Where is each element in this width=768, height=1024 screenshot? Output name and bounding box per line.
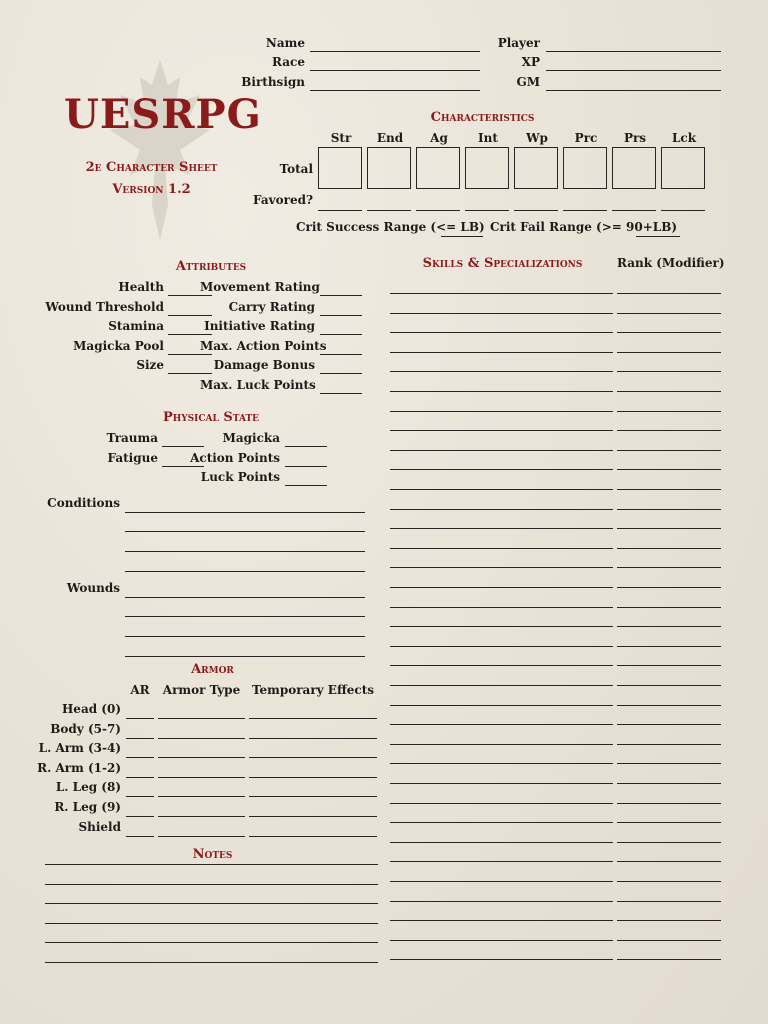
- skill-rank-field[interactable]: [617, 352, 721, 353]
- dragon-emblem-icon: [100, 55, 220, 245]
- armor-ar-field[interactable]: [126, 836, 154, 837]
- wounds-line[interactable]: [125, 597, 365, 598]
- characteristic-favored-field[interactable]: [367, 210, 411, 211]
- skill-rank-field[interactable]: [617, 332, 721, 333]
- characteristic-total-box[interactable]: [416, 147, 460, 189]
- armor-location-label: L. Arm (3-4): [38, 741, 121, 756]
- skills-title: Skills & Specializations: [422, 256, 583, 271]
- xp-field[interactable]: [546, 70, 721, 71]
- armor-location-label: L. Leg (8): [55, 780, 121, 795]
- characteristic-label: Wp: [526, 131, 548, 145]
- attribute-label: Damage Bonus: [213, 358, 315, 373]
- attribute-label: Magicka Pool: [73, 338, 164, 353]
- armor-effects-field[interactable]: [249, 738, 377, 739]
- armor-effects-field[interactable]: [249, 718, 377, 719]
- skill-name-field[interactable]: [390, 901, 613, 902]
- skill-name-field[interactable]: [390, 293, 613, 294]
- skill-rank-field[interactable]: [617, 803, 721, 804]
- skill-name-field[interactable]: [390, 744, 613, 745]
- skill-rank-field[interactable]: [617, 881, 721, 882]
- skill-rank-field[interactable]: [617, 607, 721, 608]
- sheet-subtitle: 2e Character Sheet: [85, 160, 218, 175]
- characteristic-favored-field[interactable]: [514, 210, 558, 211]
- characteristic-total-box[interactable]: [514, 147, 558, 189]
- skill-rank-field[interactable]: [617, 920, 721, 921]
- characteristic-favored-field[interactable]: [465, 210, 509, 211]
- physical-state-label: Luck Points: [200, 470, 280, 485]
- skill-rank-field[interactable]: [617, 430, 721, 431]
- conditions-label: Conditions: [47, 496, 120, 510]
- armor-title: Armor: [191, 662, 234, 677]
- notes-line[interactable]: [45, 962, 378, 963]
- attribute-field[interactable]: [168, 315, 212, 316]
- armor-effects-field[interactable]: [249, 796, 377, 797]
- armor-ar-field[interactable]: [126, 796, 154, 797]
- name-field[interactable]: [310, 51, 480, 52]
- skill-rank-field[interactable]: [617, 313, 721, 314]
- skill-name-field[interactable]: [390, 685, 613, 686]
- attribute-field[interactable]: [320, 334, 362, 335]
- skill-rank-field[interactable]: [617, 685, 721, 686]
- armor-type-field[interactable]: [158, 777, 245, 778]
- skill-rank-field[interactable]: [617, 822, 721, 823]
- armor-location-label: Body (5-7): [50, 721, 121, 736]
- wounds-label: Wounds: [66, 581, 120, 595]
- armor-ar-field[interactable]: [126, 816, 154, 817]
- armor-type-field[interactable]: [158, 718, 245, 719]
- characteristic-label: Ag: [430, 131, 448, 145]
- characteristic-label: End: [376, 131, 404, 145]
- notes-line[interactable]: [45, 903, 378, 904]
- logo-text: UESRPG: [64, 91, 262, 138]
- characteristic-favored-field[interactable]: [416, 210, 460, 211]
- skill-name-field[interactable]: [390, 803, 613, 804]
- characteristic-label: Prs: [623, 131, 647, 145]
- wounds-line[interactable]: [125, 616, 365, 617]
- skill-rank-field[interactable]: [617, 567, 721, 568]
- physical-state-label: Action Points: [190, 450, 280, 465]
- armor-ar-field[interactable]: [126, 718, 154, 719]
- physical-state-label: Magicka: [222, 431, 280, 445]
- gm-field[interactable]: [546, 90, 721, 91]
- skill-rank-field[interactable]: [617, 705, 721, 706]
- crit-success-label: Crit Success Range (<= LB): [296, 220, 485, 234]
- skill-rank-field[interactable]: [617, 901, 721, 902]
- birthsign-field[interactable]: [310, 90, 480, 91]
- name-label: Name: [265, 36, 305, 50]
- skill-rank-field[interactable]: [617, 763, 721, 764]
- skill-rank-field[interactable]: [617, 391, 721, 392]
- notes-line[interactable]: [45, 884, 378, 885]
- skill-rank-field[interactable]: [617, 489, 721, 490]
- characteristic-total-box[interactable]: [465, 147, 509, 189]
- physical-state-field[interactable]: [285, 485, 327, 486]
- armor-col-type: Armor Type: [162, 683, 241, 697]
- skill-name-field[interactable]: [390, 920, 613, 921]
- conditions-line[interactable]: [125, 531, 365, 532]
- conditions-line[interactable]: [125, 512, 365, 513]
- skill-rank-field[interactable]: [617, 587, 721, 588]
- skill-name-field[interactable]: [390, 509, 613, 510]
- skill-name-field[interactable]: [390, 567, 613, 568]
- skill-name-field[interactable]: [390, 822, 613, 823]
- characteristic-favored-field[interactable]: [612, 210, 656, 211]
- favored-label: Favored?: [253, 193, 313, 207]
- skill-rank-field[interactable]: [617, 842, 721, 843]
- rank-label: Rank (Modifier): [617, 256, 725, 270]
- attribute-field[interactable]: [320, 315, 362, 316]
- skill-name-field[interactable]: [390, 881, 613, 882]
- skill-name-field[interactable]: [390, 959, 613, 960]
- armor-type-field[interactable]: [158, 738, 245, 739]
- armor-effects-field[interactable]: [249, 836, 377, 837]
- notes-line[interactable]: [45, 923, 378, 924]
- skill-name-field[interactable]: [390, 861, 613, 862]
- attributes-title: Attributes: [175, 259, 247, 274]
- wounds-line[interactable]: [125, 636, 365, 637]
- skill-rank-field[interactable]: [617, 626, 721, 627]
- characteristic-total-box[interactable]: [367, 147, 411, 189]
- armor-effects-field[interactable]: [249, 757, 377, 758]
- skill-rank-field[interactable]: [617, 744, 721, 745]
- notes-line[interactable]: [45, 864, 378, 865]
- skill-name-field[interactable]: [390, 469, 613, 470]
- characteristic-total-box[interactable]: [563, 147, 607, 189]
- physical-state-field[interactable]: [285, 466, 327, 467]
- skill-rank-field[interactable]: [617, 665, 721, 666]
- attribute-field[interactable]: [320, 295, 362, 296]
- skill-name-field[interactable]: [390, 763, 613, 764]
- skill-name-field[interactable]: [390, 587, 613, 588]
- skill-rank-field[interactable]: [617, 411, 721, 412]
- skill-name-field[interactable]: [390, 548, 613, 549]
- skill-name-field[interactable]: [390, 626, 613, 627]
- physical-state-title: Physical State: [162, 410, 260, 425]
- skill-rank-field[interactable]: [617, 724, 721, 725]
- attribute-label: Health: [118, 280, 164, 294]
- characteristic-label: Str: [330, 131, 352, 145]
- skill-name-field[interactable]: [390, 646, 613, 647]
- armor-location-label: Head (0): [61, 702, 121, 716]
- skill-name-field[interactable]: [390, 724, 613, 725]
- attribute-label: Max. Action Points: [200, 338, 327, 353]
- physical-state-label: Fatigue: [107, 450, 158, 465]
- attribute-field[interactable]: [168, 373, 212, 374]
- crit-fail-label: Crit Fail Range (>= 90+LB): [490, 220, 678, 234]
- skill-name-field[interactable]: [390, 665, 613, 666]
- armor-location-label: Shield: [78, 819, 121, 834]
- armor-type-field[interactable]: [158, 796, 245, 797]
- attribute-field[interactable]: [320, 393, 362, 394]
- skill-name-field[interactable]: [390, 842, 613, 843]
- characteristic-label: Prc: [574, 131, 598, 145]
- skill-rank-field[interactable]: [617, 646, 721, 647]
- conditions-line[interactable]: [125, 571, 365, 572]
- skill-name-field[interactable]: [390, 489, 613, 490]
- skill-name-field[interactable]: [390, 332, 613, 333]
- armor-location-label: R. Arm (1-2): [37, 760, 121, 775]
- characteristic-favored-field[interactable]: [318, 210, 362, 211]
- skill-name-field[interactable]: [390, 352, 613, 353]
- characteristics-title: Characteristics: [430, 110, 535, 125]
- player-field[interactable]: [546, 51, 721, 52]
- armor-ar-field[interactable]: [126, 757, 154, 758]
- skill-name-field[interactable]: [390, 940, 613, 941]
- birthsign-label: Birthsign: [241, 75, 305, 89]
- race-field[interactable]: [310, 70, 480, 71]
- attribute-label: Max. Luck Points: [200, 378, 316, 392]
- attribute-field[interactable]: [320, 373, 362, 374]
- conditions-line[interactable]: [125, 551, 365, 552]
- skill-name-field[interactable]: [390, 313, 613, 314]
- characteristic-total-box[interactable]: [661, 147, 705, 189]
- characteristic-label: Int: [478, 131, 498, 145]
- gm-label: GM: [516, 75, 540, 89]
- attribute-label: Movement Rating: [200, 280, 320, 294]
- characteristic-total-box[interactable]: [612, 147, 656, 189]
- armor-col-effects: Temporary Effects: [251, 683, 375, 697]
- skill-rank-field[interactable]: [617, 959, 721, 960]
- skill-name-field[interactable]: [390, 411, 613, 412]
- armor-type-field[interactable]: [158, 757, 245, 758]
- skill-rank-field[interactable]: [617, 371, 721, 372]
- skill-rank-field[interactable]: [617, 528, 721, 529]
- characteristic-favored-field[interactable]: [661, 210, 705, 211]
- skill-name-field[interactable]: [390, 450, 613, 451]
- skill-rank-field[interactable]: [617, 861, 721, 862]
- sheet-version: Version 1.2: [112, 182, 191, 197]
- attribute-field[interactable]: [168, 354, 212, 355]
- notes-title: Notes: [192, 847, 233, 862]
- skill-rank-field[interactable]: [617, 469, 721, 470]
- attribute-label: Stamina: [108, 319, 164, 334]
- xp-label: XP: [521, 55, 540, 69]
- attribute-label: Size: [136, 358, 164, 373]
- physical-state-field[interactable]: [162, 446, 204, 447]
- skill-rank-field[interactable]: [617, 548, 721, 549]
- skill-rank-field[interactable]: [617, 940, 721, 941]
- skill-name-field[interactable]: [390, 528, 613, 529]
- armor-location-label: R. Leg (9): [54, 800, 121, 814]
- armor-ar-field[interactable]: [126, 738, 154, 739]
- race-label: Race: [272, 55, 305, 69]
- skill-rank-field[interactable]: [617, 293, 721, 294]
- skill-rank-field[interactable]: [617, 783, 721, 784]
- characteristic-total-box[interactable]: [318, 147, 362, 189]
- attribute-field[interactable]: [168, 334, 212, 335]
- characteristic-label: Lck: [671, 131, 697, 145]
- player-label: Player: [497, 36, 540, 50]
- skill-name-field[interactable]: [390, 371, 613, 372]
- attribute-label: Initiative Rating: [204, 319, 315, 334]
- total-label: Total: [279, 162, 313, 176]
- armor-effects-field[interactable]: [249, 777, 377, 778]
- skill-name-field[interactable]: [390, 607, 613, 608]
- skill-name-field[interactable]: [390, 430, 613, 431]
- physical-state-label: Trauma: [106, 431, 158, 445]
- skill-name-field[interactable]: [390, 783, 613, 784]
- attribute-label: Carry Rating: [228, 299, 315, 314]
- armor-ar-field[interactable]: [126, 777, 154, 778]
- attribute-field[interactable]: [168, 295, 212, 296]
- crit-success-field[interactable]: [441, 236, 483, 237]
- attribute-label: Wound Threshold: [45, 299, 164, 314]
- physical-state-field[interactable]: [285, 446, 327, 447]
- skill-name-field[interactable]: [390, 705, 613, 706]
- armor-type-field[interactable]: [158, 816, 245, 817]
- crit-fail-field[interactable]: [636, 236, 680, 237]
- armor-col-ar: AR: [130, 683, 150, 697]
- armor-type-field[interactable]: [158, 836, 245, 837]
- attribute-field[interactable]: [320, 354, 362, 355]
- skill-name-field[interactable]: [390, 391, 613, 392]
- wounds-line[interactable]: [125, 656, 365, 657]
- notes-line[interactable]: [45, 942, 378, 943]
- characteristic-favored-field[interactable]: [563, 210, 607, 211]
- skill-rank-field[interactable]: [617, 509, 721, 510]
- physical-state-field[interactable]: [162, 466, 204, 467]
- armor-effects-field[interactable]: [249, 816, 377, 817]
- skill-rank-field[interactable]: [617, 450, 721, 451]
